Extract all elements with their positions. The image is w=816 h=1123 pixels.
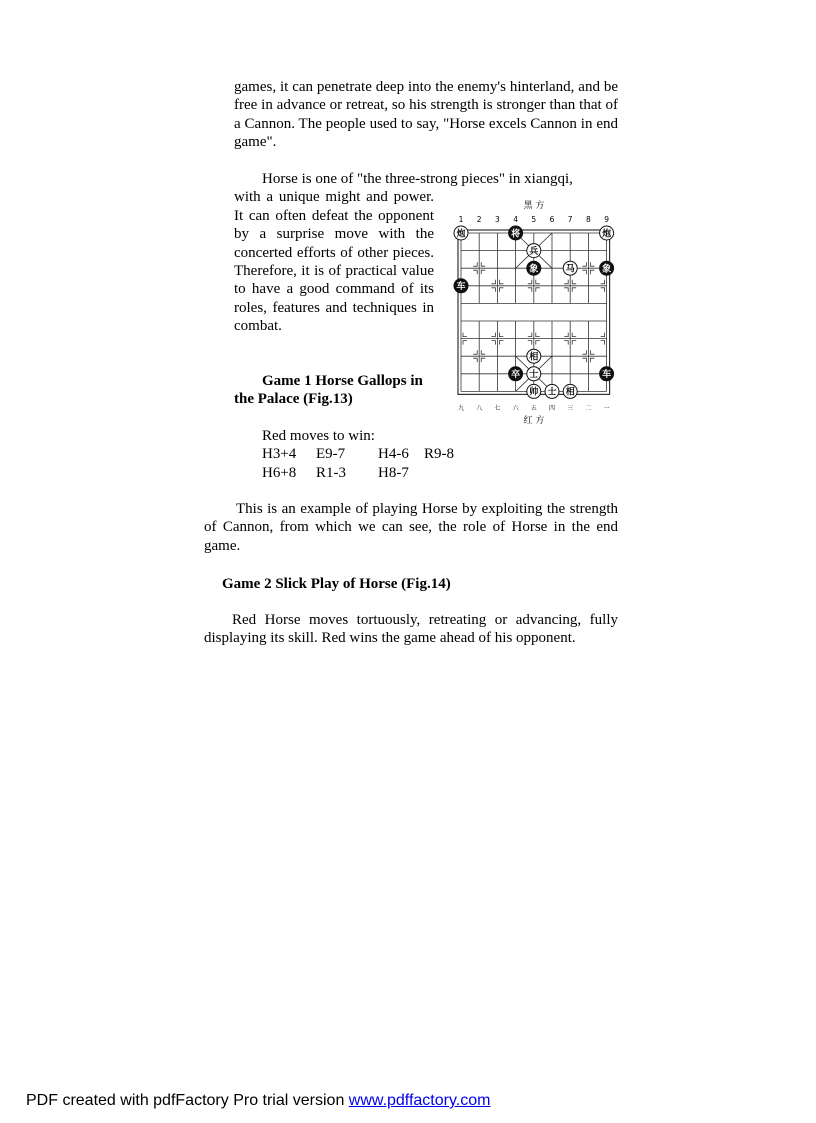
board-file-numeral: 四 [548,405,556,412]
board-position-mark [481,270,485,274]
board-file-number: 4 [513,215,518,224]
board-position-mark [564,280,568,284]
board-file-number: 1 [458,215,464,224]
board-file-numeral: 八 [476,405,483,412]
board-position-mark [564,333,568,337]
game2-heading: Game 2 Slick Play of Horse (Fig.14) [222,576,451,592]
board-position-mark [481,358,485,362]
board-position-mark [528,333,532,337]
move: R1-3 [316,464,346,481]
board-position-mark [536,288,540,292]
piece-glyph: 象 [602,264,612,275]
board-file-number: 9 [604,215,609,224]
board-position-mark [528,341,532,345]
piece-glyph: 兵 [529,246,539,257]
board-file-number: 2 [476,215,482,224]
board-file-numeral: 二 [585,405,592,412]
move-row-1 [262,445,454,463]
board-position-mark [572,333,576,337]
board-position-mark [481,350,485,354]
piece-glyph: 士 [547,387,557,398]
move: H4-6 [378,446,409,463]
piece-glyph: 将 [511,229,521,240]
paragraph-intro: games, it can penetrate deep into the enemy's hinterland, and be free in advance or retreat, so his strength is stronger than that of a Cannon. The people used to say, "Horse excels Cannon in end game". [234,79,618,151]
board-position-mark [473,262,477,266]
board-file-number: 6 [549,215,555,224]
paragraph-horse-line1: Horse is one of "the three-strong pieces" in xiangqi, [262,171,573,187]
board-position-mark [590,350,594,354]
move: E9-7 [316,446,346,463]
board-file-numeral: 五 [530,405,537,412]
text-intro [234,78,618,152]
board-top-side-label: 黑 方 [523,201,545,211]
board-position-mark [491,333,495,337]
piece-glyph: 象 [529,264,539,275]
board-file-numeral: 一 [603,405,610,412]
board-position-mark [491,288,495,292]
xiangqi-board-figure [446,195,622,431]
board-file-numeral: 三 [567,405,574,412]
move-list [262,427,454,482]
board-file-number: 5 [531,215,537,224]
piece-glyph: 炮 [602,229,612,240]
text-game2 [204,611,618,648]
board-position-mark [564,341,568,345]
move: R9-8 [424,446,454,463]
board-position-mark [463,333,467,337]
board-position-mark [582,358,586,362]
piece-glyph: 马 [565,264,575,275]
board-position-mark [491,280,495,284]
board-position-mark [572,288,576,292]
board-position-mark [499,280,503,284]
board-file-numeral: 六 [512,405,519,412]
move: H8-7 [378,464,409,481]
text-example [204,500,618,555]
piece-glyph: 车 [602,370,612,381]
board-position-mark [590,262,594,266]
piece-glyph: 帅 [529,387,539,398]
board-file-number: 8 [586,215,591,224]
piece-glyph: 车 [456,282,466,293]
piece-glyph: 士 [529,370,539,381]
piece-glyph: 相 [529,352,539,363]
board-position-mark [582,262,586,266]
game1-heading: Game 1 Horse Gallops in the Palace (Fig.13) [234,373,423,408]
pdffactory-link[interactable]: www.pdffactory.com [348,1092,491,1109]
board-position-mark [536,333,540,337]
board-position-mark [491,341,495,345]
move-row-2 [262,464,454,482]
piece-glyph: 卒 [511,370,521,381]
board-position-mark [528,288,532,292]
board-position-mark [536,280,540,284]
piece-glyph: 相 [565,387,575,398]
board-bottom-side-label: 红 方 [523,416,545,426]
board-position-mark [499,333,503,337]
game2-section [204,575,618,593]
paragraph-horse-rest: with a unique might and power. It can often defeat the opponent by a surprise move with the concerted efforts of other pieces. Therefore, it is of practical value to have a good command of its roles, features and techniques in combat. [234,189,434,335]
board-file-number: 3 [495,215,500,224]
board-position-mark [582,270,586,274]
board-position-mark [601,280,605,284]
paragraph-game2: Red Horse moves tortuously, retreating or advancing, fully displaying its skill. Red wins the game ahead of his opponent. [204,612,618,647]
board-position-mark [572,341,576,345]
board-position-mark [590,358,594,362]
board-position-mark [601,288,605,292]
board-file-numeral: 九 [457,405,465,412]
board-position-mark [528,280,532,284]
move: H3+4 [262,446,297,463]
move: H6+8 [262,464,297,481]
piece-glyph: 炮 [456,229,466,240]
red-moves-label: Red moves to win: [262,428,375,444]
board-position-mark [481,262,485,266]
board-position-mark [601,341,605,345]
board-position-mark [499,288,503,292]
footer-text: PDF created with pdfFactory Pro trial version [26,1092,349,1109]
board-file-numeral: 七 [494,405,501,412]
paragraph-example: This is an example of playing Horse by exploiting the strength of Cannon, from which we can see, the role of Horse in the end game. [204,501,618,554]
board-position-mark [536,341,540,345]
board-position-mark [590,270,594,274]
board-position-mark [463,341,467,345]
board-position-mark [499,341,503,345]
board-position-mark [564,288,568,292]
board-position-mark [582,350,586,354]
pdf-footer [26,1092,490,1110]
board-file-number: 7 [567,215,573,224]
board-position-mark [473,358,477,362]
board-position-mark [572,280,576,284]
board-position-mark [473,350,477,354]
board-position-mark [473,270,477,274]
board-position-mark [601,333,605,337]
